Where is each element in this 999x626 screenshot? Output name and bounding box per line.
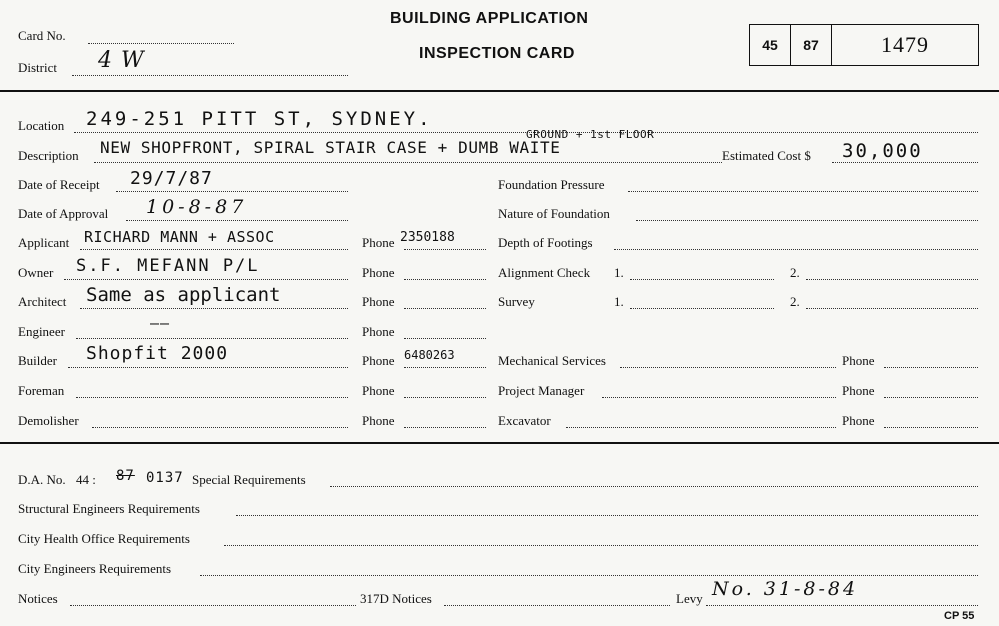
survey-2-line: [806, 308, 978, 309]
city-health-line: [224, 545, 978, 546]
architect-phone-line: [404, 308, 486, 309]
architect-value[interactable]: Same as applicant: [86, 284, 281, 306]
owner-value[interactable]: S.F. MEFANN P/L: [76, 256, 260, 276]
header-divider: [0, 90, 999, 92]
architect-label: Architect: [18, 294, 67, 309]
demolisher-line: [92, 427, 348, 428]
builder-phone-label: Phone: [362, 353, 395, 368]
project-manager-phone-label: Phone: [842, 383, 875, 398]
levy-label: Levy: [676, 591, 703, 606]
date-receipt-label: Date of Receipt: [18, 177, 100, 192]
engineer-label: Engineer: [18, 324, 65, 339]
card-no-line: [88, 43, 234, 44]
location-value[interactable]: 249-251 PITT ST, SYDNEY.: [86, 108, 433, 130]
excavator-phone-line: [884, 427, 978, 428]
da-prefix: 44 :: [76, 472, 96, 487]
mechanical-services-line: [620, 367, 836, 368]
description-note: GROUND + 1st FLOOR: [526, 128, 655, 141]
engineer-line: [76, 338, 348, 339]
date-approval-label: Date of Approval: [18, 206, 109, 221]
date-approval-line: [126, 220, 348, 221]
alignment-check-label: Alignment Check: [498, 265, 591, 280]
engineer-phone-label: Phone: [362, 324, 395, 339]
special-requirements-line: [330, 486, 978, 487]
district-label: District: [18, 60, 57, 75]
estimated-cost-value[interactable]: 30,000: [842, 140, 923, 162]
project-manager-phone-line: [884, 397, 978, 398]
da-label: D.A. No.: [18, 472, 66, 487]
district-value[interactable]: 4 W: [98, 48, 145, 73]
alignment-check-1-label: 1.: [614, 265, 624, 280]
builder-line: [68, 367, 348, 368]
ref-number: 1479: [881, 32, 929, 57]
foreman-phone-label: Phone: [362, 383, 395, 398]
applicant-phone-value[interactable]: 2350188: [400, 230, 455, 245]
excavator-line: [566, 427, 836, 428]
description-label: Description: [18, 148, 79, 163]
foreman-label: Foreman: [18, 383, 65, 398]
foreman-phone-line: [404, 397, 486, 398]
city-engineers-label: City Engineers Requirements: [18, 561, 172, 576]
notices-317d-label: 317D Notices: [360, 591, 432, 606]
alignment-check-2-label: 2.: [790, 265, 800, 280]
depth-of-footings-line: [614, 249, 978, 250]
nature-of-foundation-label: Nature of Foundation: [498, 206, 610, 221]
foreman-line: [76, 397, 348, 398]
alignment-check-2-line: [806, 279, 978, 280]
mechanical-phone-line: [884, 367, 978, 368]
nature-of-foundation-line: [636, 220, 978, 221]
alignment-check-1-line: [630, 279, 774, 280]
notices-label: Notices: [18, 591, 58, 606]
survey-1-line: [630, 308, 774, 309]
notices-317d-line: [444, 605, 670, 606]
survey-label: Survey: [498, 294, 535, 309]
owner-label: Owner: [18, 265, 54, 280]
estimated-cost-line: [832, 162, 978, 163]
survey-1-label: 1.: [614, 294, 624, 309]
foundation-pressure-line: [628, 191, 978, 192]
demolisher-phone-line: [404, 427, 486, 428]
levy-value[interactable]: No. 31-8-84: [712, 578, 859, 600]
da-year[interactable]: 87: [116, 468, 135, 484]
depth-of-footings-label: Depth of Footings: [498, 235, 593, 250]
levy-line: [706, 605, 978, 606]
engineer-value[interactable]: ——: [150, 314, 171, 332]
mechanical-services-label: Mechanical Services: [498, 353, 606, 368]
location-label: Location: [18, 118, 65, 133]
structural-engineers-line: [236, 515, 978, 516]
card-no-label: Card No.: [18, 28, 66, 43]
demolisher-label: Demolisher: [18, 413, 79, 428]
architect-phone-label: Phone: [362, 294, 395, 309]
owner-phone-line: [404, 279, 486, 280]
form-title-line2: INSPECTION CARD: [419, 45, 575, 62]
description-value[interactable]: NEW SHOPFRONT, SPIRAL STAIR CASE + DUMB WAITE: [100, 138, 561, 157]
owner-phone-label: Phone: [362, 265, 395, 280]
ref-code-1: 45: [750, 25, 791, 65]
demolisher-phone-label: Phone: [362, 413, 395, 428]
body-divider: [0, 442, 999, 444]
builder-value[interactable]: Shopfit 2000: [86, 343, 229, 364]
special-requirements-label: Special Requirements: [192, 472, 306, 487]
project-manager-label: Project Manager: [498, 383, 585, 398]
project-manager-line: [602, 397, 836, 398]
date-receipt-value[interactable]: 29/7/87: [130, 168, 213, 189]
estimated-cost-label: Estimated Cost $: [722, 148, 811, 163]
mechanical-phone-label: Phone: [842, 353, 875, 368]
date-receipt-line: [116, 191, 348, 192]
builder-label: Builder: [18, 353, 57, 368]
form-title-line1: BUILDING APPLICATION: [390, 10, 589, 27]
structural-engineers-label: Structural Engineers Requirements: [18, 501, 200, 516]
district-line: [72, 75, 348, 76]
owner-line: [64, 279, 348, 280]
date-approval-value[interactable]: 10-8-87: [146, 196, 248, 218]
engineer-phone-line: [404, 338, 486, 339]
reference-number-box: [749, 24, 979, 66]
description-line: [94, 162, 722, 163]
notices-line: [70, 605, 356, 606]
city-engineers-line: [200, 575, 978, 576]
da-number[interactable]: 0137: [146, 470, 184, 486]
survey-2-label: 2.: [790, 294, 800, 309]
excavator-label: Excavator: [498, 413, 551, 428]
foundation-pressure-label: Foundation Pressure: [498, 177, 605, 192]
excavator-phone-label: Phone: [842, 413, 875, 428]
applicant-value[interactable]: RICHARD MANN + ASSOC: [84, 228, 275, 246]
applicant-line: [80, 249, 348, 250]
applicant-phone-line: [404, 249, 486, 250]
applicant-phone-label: Phone: [362, 235, 395, 250]
builder-phone-line: [404, 367, 486, 368]
city-health-label: City Health Office Requirements: [18, 531, 190, 546]
architect-line: [80, 308, 348, 309]
builder-phone-value[interactable]: 6480263: [404, 348, 455, 362]
ref-code-2: 87: [791, 25, 832, 65]
applicant-label: Applicant: [18, 235, 70, 250]
form-code: CP 55: [944, 610, 975, 622]
